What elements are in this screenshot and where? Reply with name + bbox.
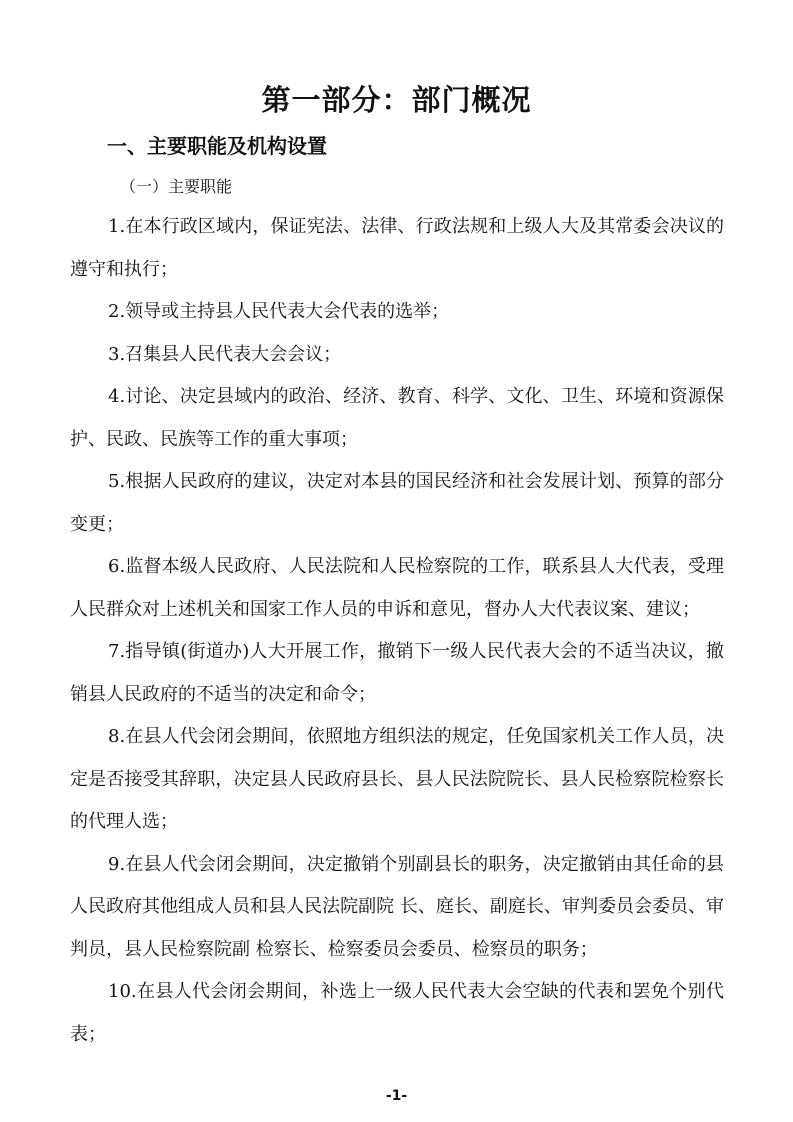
paragraph-3: 3.召集县人民代表大会会议；: [108, 343, 342, 365]
paragraph-9: 9.在县人代会闭会期间，决定撤销个别副县长的职务，决定撤销由其任命的县人民政府其他组成人员和县人民法院副院 长、庭长、副庭长、审判委员会委员、审判员，县人民检察院副 检察长、检察委员会委员、检察员的职务；: [70, 853, 724, 960]
page-title: 第一部分：部门概况: [261, 83, 532, 117]
paragraph-10: 10.在县人代会闭会期间，补选上一级人民代表大会空缺的代表和罢免个别代表；: [70, 981, 724, 1045]
paragraph-7: 7.指导镇(街道办)人大开展工作，撤销下一级人民代表大会的不适当决议，撤销县人民政府的不适当的决定和命令；: [70, 641, 724, 705]
paragraph-5: 5.根据人民政府的建议，决定对本县的国民经济和社会发展计划、预算的部分变更；: [70, 471, 724, 535]
body-text: [70, 206, 724, 1056]
page-number: -1-: [385, 1088, 408, 1104]
paragraph-1: 1.在本行政区域内，保证宪法、法律、行政法规和上级人大及其常委会决议的遵守和执行；: [70, 216, 724, 280]
paragraph-4: 4.讨论、决定县域内的政治、经济、教育、科学、文化、卫生、环境和资源保护、民政、民族等工作的重大事项；: [70, 386, 724, 450]
paragraph-8: 8.在县人代会闭会期间，依照地方组织法的规定，任免国家机关工作人员，决定是否接受其辞职，决定县人民政府县长、县人民法院院长、县人民检察院检察长的代理人选；: [70, 726, 724, 832]
section-heading: 一、主要职能及机构设置: [107, 134, 327, 158]
subsection-heading: （一）主要职能: [120, 177, 233, 196]
paragraph-6: 6.监督本级人民政府、人民法院和人民检察院的工作，联系县人大代表，受理人民群众对上述机关和国家工作人员的申诉和意见，督办人大代表议案、建议；: [70, 556, 724, 620]
paragraph-2: 2.领导或主持县人民代表大会代表的选举；: [108, 301, 450, 322]
